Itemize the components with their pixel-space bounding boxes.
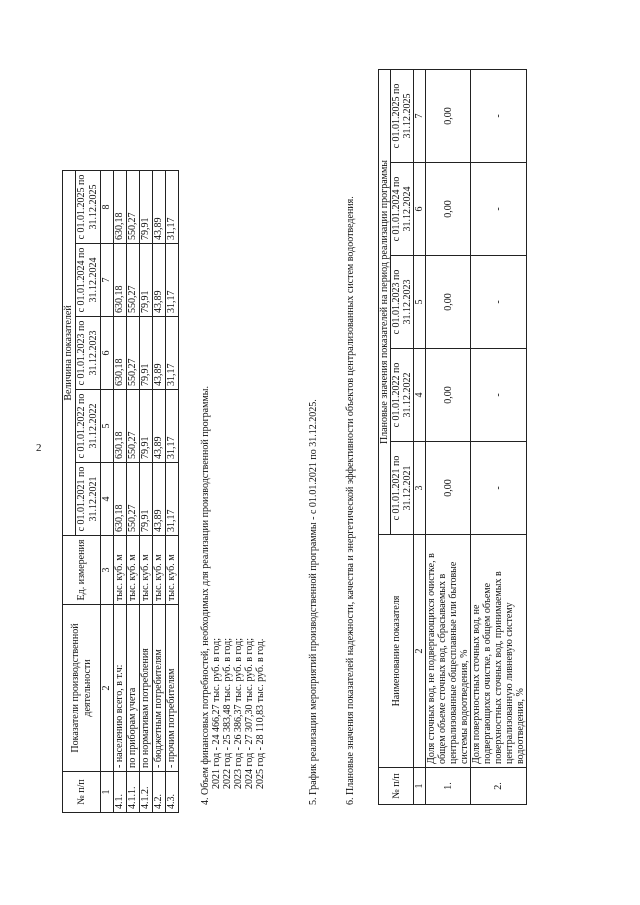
row-name: - населению всего, в т.ч: [114, 605, 127, 772]
t2-index-cell: 3 [414, 442, 426, 535]
table-row [426, 70, 471, 805]
row-name: Доля поверхностных сточных вод, не подвергающихся очистке, в общем объеме поверхностных сточных вод, принимаемых в централизованную ливневую систему водоотведения, % [471, 535, 527, 768]
planned-values-heading: 6. Плановые значения показателей надежности, качества и энергетической эффективности объектов централизованных систем водоотведения. [345, 196, 356, 805]
row-num: 4.3. [166, 772, 179, 813]
schedule-heading: 5. График реализации мероприятий производственной программы - с 01.01.2021 по 31.12.2025. [308, 399, 319, 805]
t1-index-cell: 2 [101, 605, 114, 772]
row-value: 550,27 [127, 171, 140, 244]
t1-header-num: № п/п [63, 772, 101, 813]
row-value: 0,00 [426, 163, 471, 256]
row-value: 31,17 [166, 463, 179, 536]
section4-line: 2024 год - 27 307,30 тыс. руб. в год; [244, 638, 255, 789]
row-value: 43,89 [153, 317, 166, 390]
row-value: 43,89 [153, 463, 166, 536]
row-value: - [471, 442, 527, 535]
row-value: - [471, 163, 527, 256]
row-value: 0,00 [426, 70, 471, 163]
table1-header-row [63, 171, 76, 813]
t1-index-cell: 5 [101, 390, 114, 463]
row-num: 4.1. [114, 772, 127, 813]
table-row [127, 171, 140, 813]
t1-index-cell: 3 [101, 536, 114, 605]
row-value: 31,17 [166, 244, 179, 317]
row-value: 43,89 [153, 390, 166, 463]
section4-heading: 4. Объем финансовых потребностей, необходимых для реализации производственной программы. [200, 386, 211, 805]
table2-index-row [414, 70, 426, 805]
row-unit: тыс. куб. м [114, 536, 127, 605]
row-value: 31,17 [166, 171, 179, 244]
row-name: по приборам учета [127, 605, 140, 772]
row-unit: тыс. куб. м [166, 536, 179, 605]
table-row [166, 171, 179, 813]
t2-period: с 01.01.2025 по 31.12.2025 [391, 70, 414, 163]
page-number: 2 [36, 442, 42, 454]
row-value: 79,91 [140, 244, 153, 317]
t1-period: с 01.01.2022 по 31.12.2022 [76, 390, 101, 463]
row-num: 4.1.1. [127, 772, 140, 813]
section4-line: 2021 год - 24 466,27 тыс. руб. в год; [211, 638, 222, 789]
t2-period: с 01.01.2023 по 31.12.2023 [391, 256, 414, 349]
t1-header-unit: Ед. измерения [63, 536, 101, 605]
t2-period: с 01.01.2022 по 31.12.2022 [391, 349, 414, 442]
t2-header-num: № п/п [379, 768, 414, 805]
t1-period: с 01.01.2023 по 31.12.2023 [76, 317, 101, 390]
t1-index-cell: 4 [101, 463, 114, 536]
row-name: - бюджетным потребителям [153, 605, 166, 772]
row-value: 630,18 [114, 390, 127, 463]
row-value: 31,17 [166, 390, 179, 463]
t1-period: с 01.01.2025 по 31.12.2025 [76, 171, 101, 244]
row-num: 1. [426, 768, 471, 805]
t2-index-cell: 6 [414, 163, 426, 256]
row-value: 79,91 [140, 463, 153, 536]
production-indicators-table [62, 170, 179, 813]
row-value: 630,18 [114, 463, 127, 536]
row-value: 550,27 [127, 390, 140, 463]
row-num: 4.1.2. [140, 772, 153, 813]
row-value: 630,18 [114, 171, 127, 244]
row-value: - [471, 256, 527, 349]
row-value: - [471, 70, 527, 163]
section4-line: 2022 год - 25 383,48 тыс. руб. в год; [222, 638, 233, 789]
t1-index-cell: 1 [101, 772, 114, 813]
t2-period: с 01.01.2024 по 31.12.2024 [391, 163, 414, 256]
table-row [471, 70, 527, 805]
t1-header-group: Величина показателей [63, 171, 76, 536]
t1-index-cell: 6 [101, 317, 114, 390]
row-name: по нормативам потребления [140, 605, 153, 772]
row-num: 4.2. [153, 772, 166, 813]
row-value: 550,27 [127, 244, 140, 317]
t2-period: с 01.01.2021 по 31.12.2021 [391, 442, 414, 535]
planned-values-table [378, 69, 527, 805]
row-value: 550,27 [127, 463, 140, 536]
row-name: - прочим потребителям [166, 605, 179, 772]
t1-period: с 01.01.2024 по 31.12.2024 [76, 244, 101, 317]
row-value: 550,27 [127, 317, 140, 390]
row-value: 79,91 [140, 171, 153, 244]
row-unit: тыс. куб. м [140, 536, 153, 605]
row-value: - [471, 349, 527, 442]
t2-index-cell: 5 [414, 256, 426, 349]
row-name: Доля сточных вод, не подвергающихся очистке, в общем объеме сточных вод, сбрасываемых в централизованные общесплавные или бытовые системы водоотведения, % [426, 535, 471, 768]
t1-period: с 01.01.2021 по 31.12.2021 [76, 463, 101, 536]
t2-header-name: Наименование показателя [379, 535, 414, 768]
table-row [153, 171, 166, 813]
t2-index-cell: 4 [414, 349, 426, 442]
row-value: 31,17 [166, 317, 179, 390]
t1-index-cell: 7 [101, 244, 114, 317]
row-value: 0,00 [426, 349, 471, 442]
row-num: 2. [471, 768, 527, 805]
table2-header-row [379, 70, 391, 805]
row-unit: тыс. куб. м [127, 536, 140, 605]
t2-index-cell: 7 [414, 70, 426, 163]
section4-line: 2025 год - 28 110,83 тыс. руб. в год. [255, 638, 266, 789]
table-row [114, 171, 127, 813]
row-value: 0,00 [426, 256, 471, 349]
t2-header-group: Плановые значения показателей на период реализации программы [379, 70, 391, 535]
table-row [140, 171, 153, 813]
row-unit: тыс. куб. м [153, 536, 166, 605]
t2-index-cell: 1 [414, 768, 426, 805]
row-value: 630,18 [114, 244, 127, 317]
row-value: 79,91 [140, 317, 153, 390]
row-value: 43,89 [153, 171, 166, 244]
t2-index-cell: 2 [414, 535, 426, 768]
financial-needs-section [200, 386, 266, 805]
t1-index-cell: 8 [101, 171, 114, 244]
row-value: 43,89 [153, 244, 166, 317]
t1-header-name: Показатели производственной деятельности [63, 605, 101, 772]
row-value: 0,00 [426, 442, 471, 535]
row-value: 630,18 [114, 317, 127, 390]
table1-index-row [101, 171, 114, 813]
row-value: 79,91 [140, 390, 153, 463]
section4-line: 2023 год - 26 386,37 тыс. руб. в год; [233, 638, 244, 789]
